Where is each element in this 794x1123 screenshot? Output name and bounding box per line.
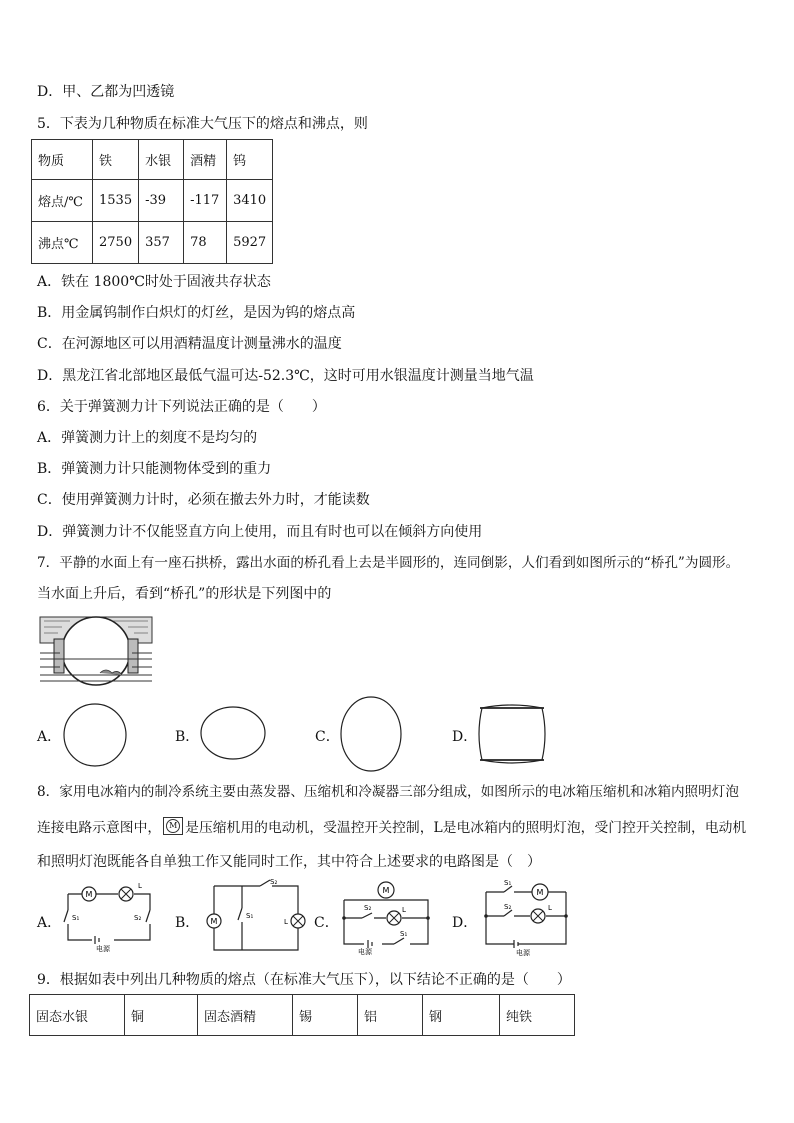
q8-option-d-label: D． bbox=[452, 915, 478, 931]
q6-stem: 6．关于弹簧测力计下列说法正确的是（ ） bbox=[37, 399, 326, 415]
q5-header-cell: 铁 bbox=[93, 140, 139, 180]
lamp-label: L bbox=[284, 918, 288, 926]
power-label: 电源 bbox=[516, 949, 530, 957]
q8-stem-line2-start: 连接电路示意图中， bbox=[37, 820, 162, 836]
q9-stem: 9．根据如表中列出几种物质的熔点（在标准大气压下），以下结论不正确的是（ ） bbox=[37, 972, 571, 988]
q9-table bbox=[29, 994, 575, 1036]
q5-cell: 2750 bbox=[93, 222, 139, 264]
q9-cell: 纯铁 bbox=[500, 995, 575, 1036]
motor-symbol-letter: M bbox=[166, 819, 180, 833]
q5-option-c: C．在河源地区可以用酒精温度计测量沸水的温度 bbox=[37, 336, 342, 352]
q6-option-d: D．弹簧测力计不仅能竖直方向上使用，而且有时也可以在倾斜方向使用 bbox=[37, 524, 483, 540]
circuit-a bbox=[62, 882, 162, 952]
q5-cell: 78 bbox=[184, 222, 227, 264]
option-a-circle bbox=[62, 702, 132, 772]
q9-cell: 固态酒精 bbox=[198, 995, 293, 1036]
q7-option-d-label: D． bbox=[452, 729, 478, 745]
q5-header-cell: 水银 bbox=[139, 140, 184, 180]
motor-label: M bbox=[382, 886, 390, 895]
q8-option-b-label: B． bbox=[175, 915, 200, 931]
motor-label: M bbox=[210, 917, 218, 926]
option-d-shape bbox=[476, 700, 556, 770]
s1-label: S₁ bbox=[246, 912, 254, 920]
q5-header-cell: 物质 bbox=[32, 140, 93, 180]
s1-label: S₁ bbox=[400, 930, 408, 938]
power-label: 电源 bbox=[96, 945, 110, 953]
circuit-c bbox=[338, 878, 434, 958]
q7-option-a-label: A． bbox=[37, 729, 62, 745]
q8-stem-line2-end: 是压缩机用的电动机，受温控开关控制，L是电冰箱内的照明灯泡，受门控开关控制，电动机 bbox=[185, 820, 747, 836]
q5-cell: 5927 bbox=[227, 222, 273, 264]
q5-cell: 熔点/℃ bbox=[32, 180, 93, 222]
s2-label: S₂ bbox=[364, 904, 372, 912]
q5-cell: 沸点℃ bbox=[32, 222, 93, 264]
option-c-ellipse bbox=[340, 697, 410, 777]
option-b-ellipse bbox=[200, 707, 270, 767]
q4-option-d: D．甲、乙都为凹透镜 bbox=[37, 84, 175, 100]
q8-stem-line2 bbox=[37, 817, 746, 838]
q9-cell: 固态水银 bbox=[30, 995, 125, 1036]
q7-option-c-label: C． bbox=[315, 729, 340, 745]
circuit-d bbox=[476, 878, 572, 958]
q5-header-cell: 钨 bbox=[227, 140, 273, 180]
motor-label: M bbox=[536, 888, 544, 897]
q7-stem-line1: 7．平静的水面上有一座石拱桥，露出水面的桥孔看上去是半圆形的，连同倒影，人们看到如图所示的“桥孔”为圆形。 bbox=[37, 555, 740, 571]
q5-cell: 1535 bbox=[93, 180, 139, 222]
motor-symbol-icon bbox=[163, 817, 183, 835]
q6-option-b: B．弹簧测力计只能测物体受到的重力 bbox=[37, 461, 272, 477]
motor-label: M bbox=[85, 890, 93, 899]
circuit-b bbox=[200, 878, 312, 958]
lamp-label: L bbox=[548, 904, 552, 912]
s2-label: S₂ bbox=[504, 903, 512, 911]
power-label: 电源 bbox=[358, 948, 372, 956]
q8-option-c-label: C． bbox=[314, 915, 339, 931]
q9-cell: 锡 bbox=[293, 995, 358, 1036]
q7-option-b-label: B． bbox=[175, 729, 200, 745]
q9-cell: 钢 bbox=[423, 995, 500, 1036]
s2-label: S₂ bbox=[134, 914, 142, 922]
s1-label: S₁ bbox=[72, 914, 80, 922]
q5-cell: 357 bbox=[139, 222, 184, 264]
q5-option-a: A．铁在 1800℃时处于固液共存状态 bbox=[37, 274, 271, 290]
q5-table bbox=[31, 139, 273, 264]
q5-option-b: B．用金属钨制作白炽灯的灯丝，是因为钨的熔点高 bbox=[37, 305, 356, 321]
lamp-label: L bbox=[402, 906, 406, 914]
q8-option-a-label: A． bbox=[37, 915, 62, 931]
q6-option-c: C．使用弹簧测力计时，必须在撤去外力时，才能读数 bbox=[37, 492, 370, 508]
q9-cell: 铝 bbox=[358, 995, 423, 1036]
q5-cell: -117 bbox=[184, 180, 227, 222]
q5-option-d: D．黑龙江省北部地区最低气温可达-52.3℃，这时可用水银温度计测量当地气温 bbox=[37, 368, 534, 384]
q6-option-a: A．弹簧测力计上的刻度不是均匀的 bbox=[37, 430, 258, 446]
q5-header-cell: 酒精 bbox=[184, 140, 227, 180]
s2-label: S₂ bbox=[270, 878, 278, 886]
bridge-figure bbox=[40, 615, 152, 687]
q5-cell: -39 bbox=[139, 180, 184, 222]
s1-label: S₁ bbox=[504, 879, 512, 887]
q9-cell: 铜 bbox=[125, 995, 198, 1036]
q5-cell: 3410 bbox=[227, 180, 273, 222]
lamp-label: L bbox=[138, 882, 142, 890]
q8-stem-line3: 和照明灯泡既能各自单独工作又能同时工作，其中符合上述要求的电路图是（ ） bbox=[37, 854, 541, 870]
q7-stem-line2: 当水面上升后，看到“桥孔”的形状是下列图中的 bbox=[37, 586, 332, 602]
q5-stem: 5．下表为几种物质在标准大气压下的熔点和沸点，则 bbox=[37, 116, 368, 132]
q8-stem-line1: 8．家用电冰箱内的制冷系统主要由蒸发器、压缩机和冷凝器三部分组成，如图所示的电冰箱压缩机和冰箱内照明灯泡 bbox=[37, 784, 739, 800]
